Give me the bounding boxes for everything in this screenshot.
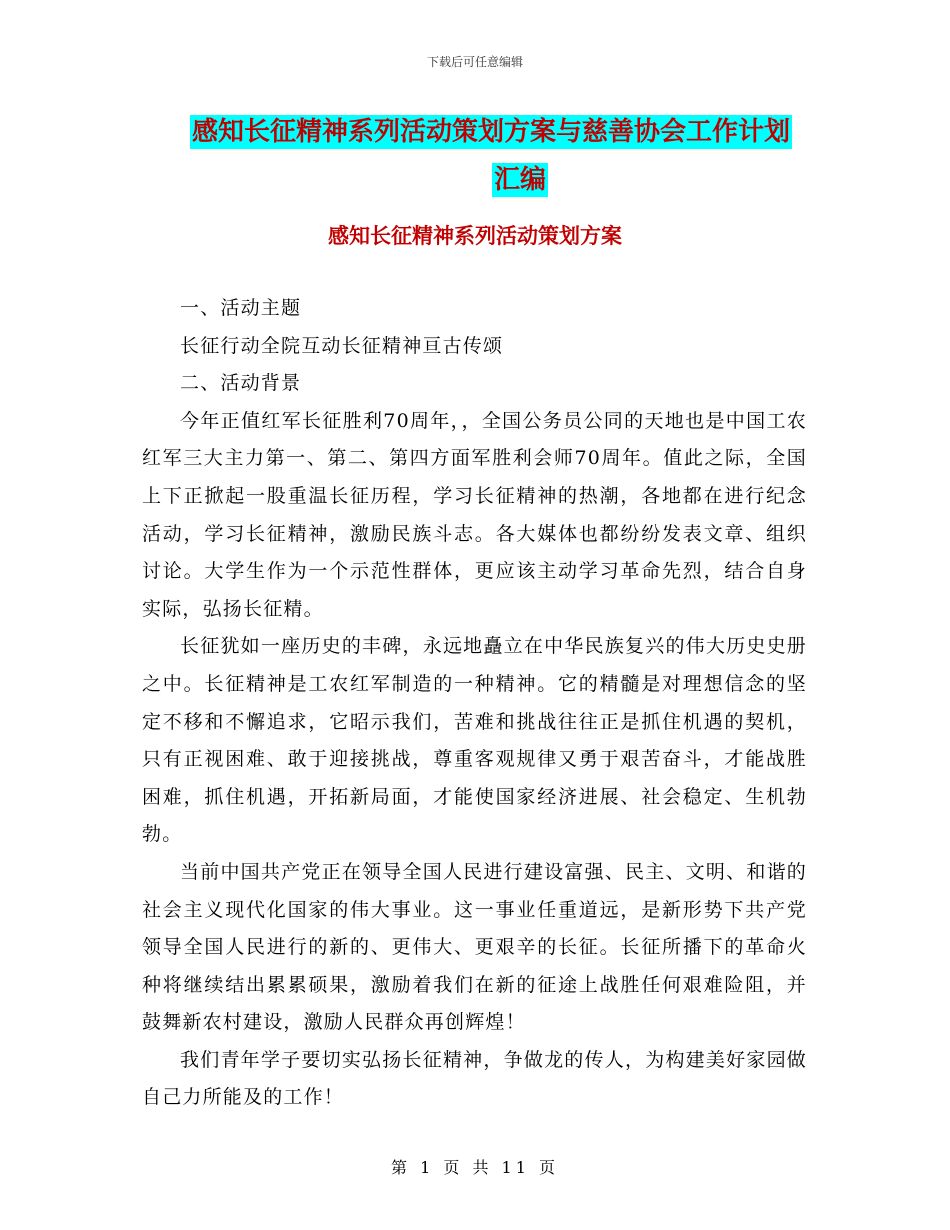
- section-title: 感知长征精神系列活动策划方案: [328, 224, 622, 248]
- paragraph-heading-theme: 一、活动主题: [180, 297, 302, 319]
- paragraph: 今年正值红军长征胜利70周年，，全国公务员公同的天地也是中国工农红军三大主力第一、第二、第四方面军胜利会师70周年。值此之际，全国上下正掀起一股重温长征历程，学习长征精神的热潮，各地都在进行纪念活动，学习长征精神，激励民族斗志。各大媒体也都纷纷发表文章、组织讨论。大学生作为一个示范性群体，更应该主动学习革命先烈，结合自身实际，弘扬长征精。: [142, 409, 807, 620]
- paragraph-theme: 长征行动全院互动长征精神亘古传颂: [180, 334, 504, 357]
- document-body: [142, 290, 807, 1117]
- document-title-line-1: 感知长征精神系列活动策划方案与慈善协会工作计划: [192, 117, 791, 147]
- document-title-line-2: 汇编: [493, 165, 546, 195]
- paragraph: 当前中国共产党正在领导全国人民进行建设富强、民主、文明、和谐的社会主义现代化国家的伟大事业。这一事业任重道远，是新形势下共产党领导全国人民进行的新的、更伟大、更艰辛的长征。长征所播下的革命火种将继续结出累累硕果，激励着我们在新的征途上战胜任何艰难险阻，并鼓舞新农村建设，激励人民群众再创辉煌！: [142, 860, 807, 1034]
- paragraph-heading-background: 二、活动背景: [180, 372, 302, 395]
- paragraph: 长征犹如一座历史的丰碑，永远地矗立在中华民族复兴的伟大历史史册之中。长征精神是工农红军制造的一种精神。它的精髓是对理想信念的坚定不移和不懈追求，它昭示我们，苦难和挑战往往正是抓住机遇的契机，只有正视困难、敢于迎接挑战，尊重客观规律又勇于艰苦奋斗，才能战胜困难，抓住机遇，开拓新局面，才能使国家经济进展、社会稳定、生机勃勃。: [142, 635, 807, 846]
- header-note: 下载后可任意编辑: [426, 55, 523, 69]
- document-title: [190, 108, 810, 204]
- paragraph: 我们青年学子要切实弘扬长征精神，争做龙的传人，为构建美好家园做自己力所能及的工作！: [142, 1048, 807, 1109]
- page-footer: 第 1 页 共 11 页: [391, 1158, 559, 1177]
